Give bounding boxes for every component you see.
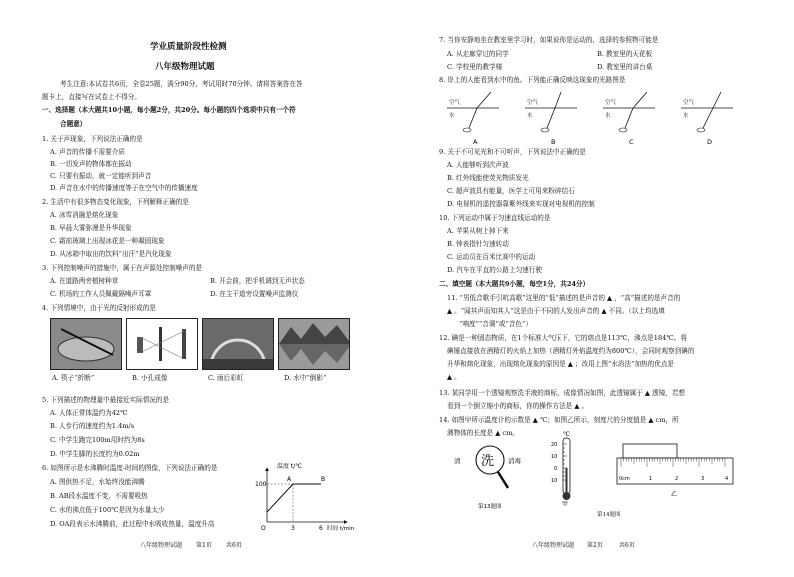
right-footer-total: 共6页 [619,542,635,549]
q4-option-b: B. 小孔成像 [132,374,168,382]
exam-subtitle: 八年级物理试题 [155,62,215,72]
graph-ylabel: 温度 t/℃ [277,463,303,470]
q6-stem: 6. 如图所示是水沸腾时温度-时间的图像，下列说法正确的是 [42,464,218,472]
graph-point-a: A [287,476,292,483]
ruler-3: 3 [701,476,705,482]
q7-option-d: D. 教室里的讲台桌 [597,63,653,71]
fig14-caption: 第14题图 [597,512,621,518]
q8-b-water-label: 水 [527,113,533,119]
q10-stem: 10. 下列运动中属于匀速直线运动的是 [439,214,551,222]
q10-option-c: C. 运动员在百米比赛中的运动 [447,253,536,261]
q8-b-air-label: 空气 [527,100,539,106]
q8-label-a: A [473,138,478,146]
q7-option-b: B. 教室里的天花板 [597,50,653,58]
q4-option-d: D. 水中“倒影” [284,374,327,382]
q4-option-c: C. 雨后彩虹 [208,374,244,382]
q8-diagram-c [603,92,655,146]
section-1-heading-cont: 合题意） [60,120,87,128]
rainbow-photo [202,318,274,370]
q3-option-a: A. 在道路两旁植树种草 [50,277,119,285]
q7-option-c: C. 学校里的教学楼 [447,63,503,71]
chopsticks-photo [50,318,122,370]
q6-option-a: A. 图供热不足，水始终没能沸腾 [50,478,145,486]
q7-stem: 7. 当你安静地坐在教室里学习时，如果说你是运动的，选择的参照物可能是 [439,36,659,44]
thermo-0: 0 [554,466,558,472]
q5-option-d: D. 中学生脚的长度约为0.02m [50,450,140,458]
q8-a-air-label: 空气 [449,100,461,106]
q8-diagram-b [525,92,577,146]
q12-line-1: 12. 碘是一种固态物质，在1个标准大气压下，它的熔点是113℃，沸点是184℃。将 [439,334,687,342]
q9-stem: 9. 关于不可见光和不可听声，下列说法中正确的是 [439,148,586,156]
q8-diagram-d [681,92,733,146]
q2-option-d: D. 从冰箱中取出的饮料“出汗”是汽化现象 [50,250,172,258]
q1-option-a: A. 声音的传播不需要介质 [50,148,125,156]
right-page [397,0,794,577]
ruler-0cm: 0cm [619,476,630,482]
q5-option-c: C. 中学生跑完100m用时约为8s [50,436,145,444]
q12-line-2: 碘锤直接放在酒精灯的火焰上加热（酒精灯外焰温度约为800℃），会同时观察到碘的 [447,347,695,355]
q8-d-water-label: 水 [683,113,689,119]
q8-label-d: D [707,138,713,146]
thermo-label: 甲 [562,501,569,508]
q4-option-a: A. 筷子“折断” [52,374,95,382]
fig13-wash-char: 洗 [481,454,495,469]
section-2-heading: 二、填空题（本大题共9小题，每空1分，共24分） [439,280,590,288]
q1-option-b: B. 一切发声的物体都在振动 [50,160,132,168]
ruler-1: 1 [649,476,653,482]
graph-x3: 3 [291,525,295,532]
q11-line-3: “响度”“音调”或“音色”） [459,320,532,328]
notice-line-1: 考生注意:本试卷共6页，全卷25题，满分90分，考试用时70分钟。请将答案答在答 [60,80,303,88]
right-footer-name: 八年级物理试题 [532,542,575,549]
q12-line-4: ▲ 。 [447,373,461,381]
graph-x6: 6 [319,525,323,532]
fig13-left-char: 清 [454,457,461,465]
q8-c-air-label: 空气 [605,100,617,106]
fig14-ruler [617,444,737,508]
q3-stem: 3. 下列控制噪声的措施中，属于在声源处控制噪声的是 [42,264,203,272]
graph-y100: 100 [255,481,267,488]
q1-option-d: D. 声音在水中的传播速度等于在空气中的传播速度 [50,184,198,192]
ruler-2: 2 [675,476,679,482]
graph-point-b: B [321,476,326,483]
q2-option-b: B. 早晨大雾弥漫是升华现象 [50,224,132,232]
fig13-caption: 第13题图 [478,504,502,510]
q8-c-water-label: 水 [605,113,611,119]
q3-option-c: C. 机场的工作人员佩戴隔噪声耳罩 [50,290,152,298]
fig13-lens-image [452,442,542,522]
q9-option-c: C. 超声波具有能量，医学上可用来粉碎结石 [447,187,575,195]
q7-option-a: A. 从走廊穿过的同学 [447,50,509,58]
q10-option-a: A. 苹果从树上掉下来 [447,227,509,235]
q1-option-c: C. 只要有振动，就一定能听到声音 [50,172,152,180]
graph-xlabel: 时间 t/min [327,526,355,532]
q9-option-d: D. 电视机的遥控器靠紫外线来实现对电视机的控制 [447,200,595,208]
graph-origin: O [261,525,266,532]
q2-option-c: C. 霜前玻璃上出现冰花是一种凝固现象 [50,237,165,245]
q4-stem: 4. 下列情境中，由于光的反射形成的是 [42,304,156,312]
ruler-4: 4 [725,476,729,482]
q8-label-b: B [551,138,556,146]
pinhole-photo [126,318,198,370]
q6-option-d: D. OA段表示水沸腾前，此过程中水吸收热量，温度升高 [50,520,215,528]
q10-option-b: B. 钟表指针匀速转动 [447,240,509,248]
thermo-10: 10 [551,454,558,460]
q11-line-1: 11. “男低音歌手引吭高歌”这里的“低”描述的是声音的 ▲ ，“高”描述的是声音的 [447,294,681,302]
ruler-label: 乙 [671,491,678,498]
thermo-unit: ℃ [563,431,570,438]
boiling-graph [255,462,355,534]
q8-stem: 8. 岸上的人能看到水中的鱼。下列能正确反映这现象的光路图是 [439,76,626,84]
q5-option-b: B. 人步行的速度约为1.4m/s [50,422,135,430]
q1-stem: 1. 关于声现象，下列说法正确的是 [42,135,143,143]
notice-line-2: 题卡上，直接写在试卷上不得分。 [42,93,141,101]
q8-d-air-label: 空气 [683,100,695,106]
q10-option-d: D. 汽车在平直的公路上匀速行驶 [447,266,542,274]
q2-option-a: A. 冰雪消融是熔化现象 [50,211,119,219]
q5-stem: 5. 下列描述的物理量中最接近实际情况的是 [42,396,170,404]
q13-line-1: 13. 某同学用一个透镜观察洗手液的商标，成像情况如图，此透镜属于 ▲ 透镜，若想 [439,389,686,397]
q6-option-c: C. 水的沸点低于100℃是因为水量太少 [50,506,165,514]
q9-option-a: A. 人能够听到次声波 [447,161,509,169]
thermo-10b: 10 [551,478,558,484]
q8-label-c: C [629,138,634,146]
q8-a-water-label: 水 [449,113,455,119]
left-footer-page: 第1页 [196,542,212,549]
q3-option-b: B. 开会前，把手机调到无声状态 [210,277,305,285]
reflection-photo [278,318,350,370]
q5-option-a: A. 人体正常体温约为42℃ [50,409,128,417]
q14-line-1: 14. 如图甲所示温度计的示数是 ▲ ℃；如图乙所示，刻度尺的分度值是 ▲ cm，所 [439,416,679,424]
q8-light-diagrams [447,90,767,146]
thermo-20: 20 [551,442,558,448]
right-footer-page: 第2页 [587,542,603,549]
q12-line-3: 升华和熔化现象，出现熔化现象的原因是 ▲ ；改用上图“水浴法”加热的优点是 [447,360,675,368]
q11-line-2: ▲ 。“闻其声而知其人”这是由于不同的人发出声音的 ▲ 不同。（以上均选填 [447,307,665,315]
q2-stem: 2. 生活中有很多物态变化现象，下列解释正确的是 [42,198,189,206]
q13-line-2: 看到一个倒立缩小的商标，你的操作方法是 ▲ 。 [447,402,589,410]
left-footer-total: 共6页 [226,542,242,549]
left-footer-name: 八年级物理试题 [140,542,183,549]
q3-option-d: D. 在主干道旁设置噪声监测仪 [210,290,299,298]
q8-diagram-a [447,92,499,146]
q9-option-b: B. 红外线能使荧光物质发光 [447,174,529,182]
q6-option-b: B. AB段水温度不变，不需要吸热 [50,492,148,500]
fig14-thermometer [549,430,599,506]
exam-title: 学业质量阶段性检测 [150,42,227,52]
q14-line-2: 测物体的长度是 ▲ cm。 [447,429,519,437]
fig13-right-chars: 消毒 [508,457,521,465]
section-1-heading: 一、选择题（本大题共10小题，每小题2分，共20分。每小题的四个选项中只有一个符 [42,106,296,114]
